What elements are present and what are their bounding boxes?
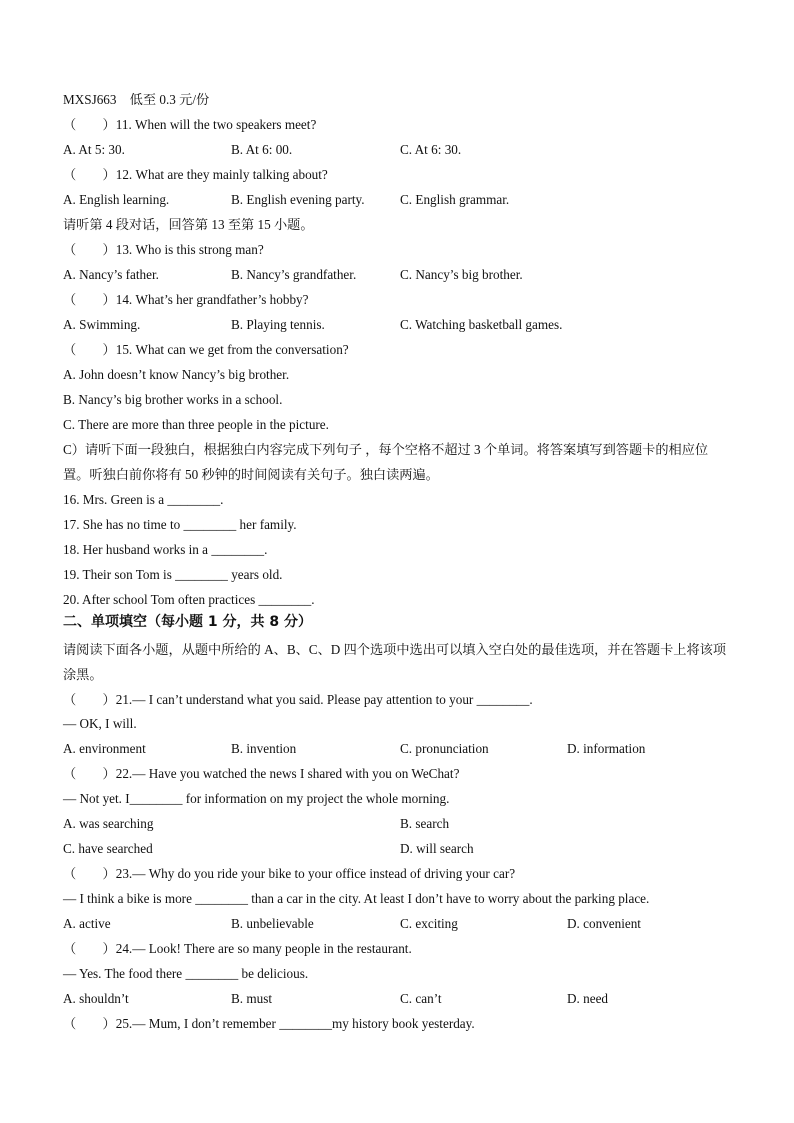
question-23-stem: （ ）23.— Why do you ride your bike to your office instead of driving your car? <box>63 866 516 881</box>
option-b: B. Playing tennis. <box>231 317 325 332</box>
section-4-instruction: 请听第 4 段对话，回答第 13 至第 15 小题。 <box>63 217 314 232</box>
question-21-reply: — OK, I will. <box>63 716 137 731</box>
option-b: B. unbelievable <box>231 916 314 931</box>
fill-blank-16: 16. Mrs. Green is a ________. <box>63 492 224 507</box>
question-25-stem: （ ）25.— Mum, I don’t remember ________my history book yesterday. <box>63 1016 475 1031</box>
option-d: D. need <box>567 991 609 1006</box>
question-14-stem: （ ）14. What’s her grandfather’s hobby? <box>63 292 309 307</box>
question-13-stem: （ ）13. Who is this strong man? <box>63 242 264 257</box>
option-c: C. At 6: 30. <box>400 142 462 157</box>
option-b: B. search <box>400 816 450 831</box>
question-22-reply: — Not yet. I________ for information on my project the whole morning. <box>63 791 450 806</box>
option-b: B. invention <box>231 741 297 756</box>
question-15-option-b: B. Nancy’s big brother works in a school. <box>63 392 283 407</box>
section-2-instruction: 请阅读下面各小题，从题中所给的 A、B、C、D 四个选项中选出可以填入空白处的最佳选项，并在答题卡上将该项涂黑。 <box>63 642 727 682</box>
option-d: D. will search <box>400 841 474 856</box>
question-15-option-c: C. There are more than three people in the picture. <box>63 417 329 432</box>
question-21-options <box>63 740 731 757</box>
question-24-options <box>63 990 731 1007</box>
option-c: C. have searched <box>63 841 153 856</box>
question-12-stem: （ ）12. What are they mainly talking about? <box>63 167 328 182</box>
question-23-reply: — I think a bike is more ________ than a car in the city. At least I don’t have to worry about the parking place. <box>63 891 650 906</box>
option-a: A. was searching <box>63 816 154 831</box>
option-c: C. can’t <box>400 991 442 1006</box>
option-c: C. English grammar. <box>400 192 510 207</box>
question-24-reply: — Yes. The food there ________ be delicious. <box>63 966 309 981</box>
option-c: C. pronunciation <box>400 741 489 756</box>
option-a: A. English learning. <box>63 192 170 207</box>
option-c: C. Nancy’s big brother. <box>400 267 523 282</box>
option-b: B. English evening party. <box>231 192 365 207</box>
question-12-options <box>63 191 731 208</box>
option-b: B. At 6: 00. <box>231 142 293 157</box>
fill-blank-19: 19. Their son Tom is ________ years old. <box>63 567 283 582</box>
header-text: MXSJ663 低至 0.3 元/份 <box>63 92 210 107</box>
question-15-option-a: A. John doesn’t know Nancy’s big brother. <box>63 367 290 382</box>
fill-blank-18: 18. Her husband works in a ________. <box>63 542 268 557</box>
question-22-options-ab <box>63 815 731 832</box>
option-a: A. At 5: 30. <box>63 142 125 157</box>
option-b: B. must <box>231 991 273 1006</box>
option-c: C. Watching basketball games. <box>400 317 563 332</box>
question-23-options <box>63 915 731 932</box>
fill-blank-17: 17. She has no time to ________ her family. <box>63 517 297 532</box>
option-d: D. convenient <box>567 916 641 931</box>
fill-blank-20: 20. After school Tom often practices ________. <box>63 592 315 607</box>
question-15-stem: （ ）15. What can we get from the conversation? <box>63 342 349 357</box>
option-d: D. information <box>567 741 646 756</box>
option-a: A. Nancy’s father. <box>63 267 159 282</box>
question-11-stem: （ ）11. When will the two speakers meet? <box>63 117 317 132</box>
question-22-options-cd <box>63 840 731 857</box>
question-24-stem: （ ）24.— Look! There are so many people in the restaurant. <box>63 941 412 956</box>
option-a: A. active <box>63 916 111 931</box>
option-b: B. Nancy’s grandfather. <box>231 267 357 282</box>
question-14-options <box>63 316 731 333</box>
question-11-options <box>63 141 731 158</box>
part-c-instruction: C）请听下面一段独白，根据独白内容完成下列句子 ，每个空格不超过 3 个单词。将答案填写到答题卡的相应位置。听独白前你将有 50 秒钟的时间阅读有关句子。独白读两遍。 <box>63 442 709 482</box>
option-c: C. exciting <box>400 916 458 931</box>
option-a: A. shouldn’t <box>63 991 129 1006</box>
option-a: A. environment <box>63 741 146 756</box>
section-2-title: 二、单项填空（每小题 1 分，共 8 分） <box>63 614 312 630</box>
option-a: A. Swimming. <box>63 317 141 332</box>
question-13-options <box>63 266 731 283</box>
question-21-stem: （ ）21.— I can’t understand what you said. Please pay attention to your ________. <box>63 692 533 707</box>
question-22-stem: （ ）22.— Have you watched the news I shared with you on WeChat? <box>63 766 460 781</box>
